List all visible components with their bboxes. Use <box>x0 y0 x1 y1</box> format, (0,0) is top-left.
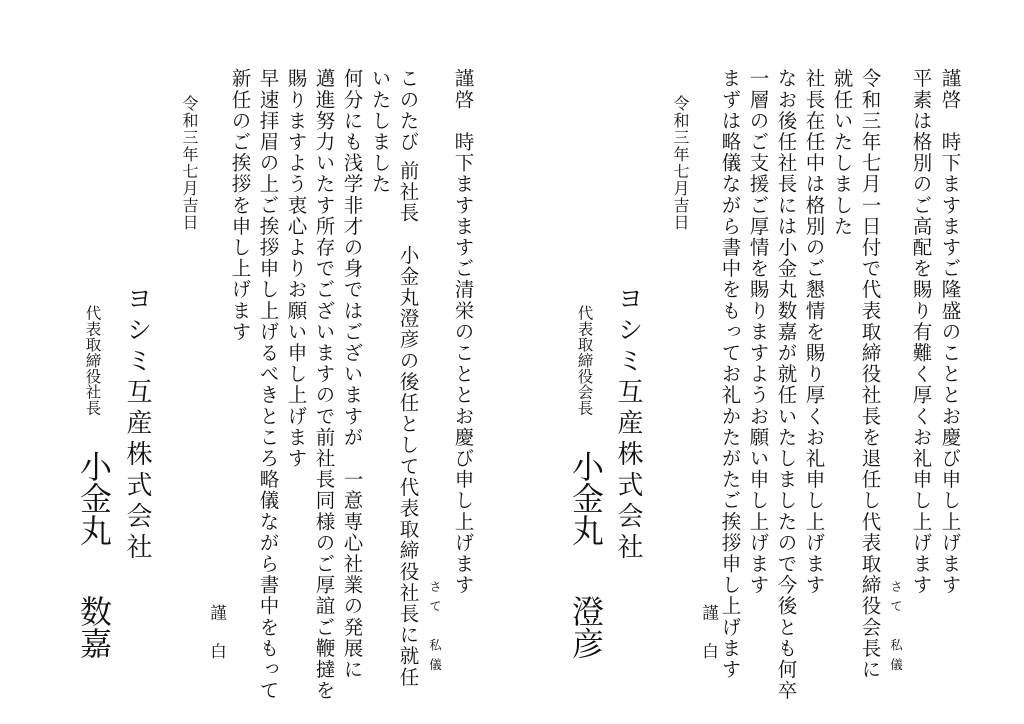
letter-line: 令和三年七月一日付で代表取締役社長を退任し代表取締役会長に <box>858 68 882 680</box>
letter-line: 謹啓 時下ますますご隆盛のこととお慶び申し上げます <box>938 68 962 596</box>
letter-line: 社長在任中は格別のご懇情を賜り厚くお礼申し上げます <box>802 68 826 596</box>
company-name: ヨシミ互産株式会社 <box>613 285 643 564</box>
signer-given-name: 澄彦 <box>567 595 605 659</box>
letter-line: いたしました <box>368 68 392 195</box>
letter-note: さて 私儀 <box>427 580 443 678</box>
letter-date: 令和三年七月吉日 <box>180 95 199 231</box>
letter-line: 早速拝眉の上ご挨拶申し上げるべきところ略儀ながら書中をもって <box>256 68 280 701</box>
letter-line: 一層のご支援ご厚情を賜りますようお願い申し上げます <box>746 68 770 596</box>
signer-family-name: 小金丸 <box>567 450 605 546</box>
letter-line: まずは略儀ながら書中をもってお礼かたがたご挨拶申し上げます <box>718 68 742 680</box>
signer-family-name: 小金丸 <box>75 450 113 546</box>
company-name: ヨシミ互産株式会社 <box>122 285 152 564</box>
letter-date: 令和三年七月吉日 <box>671 95 690 231</box>
letter-line: なお後任社長には小金丸数嘉が就任いたしましたので今後とも何卒 <box>774 68 798 701</box>
letter-line: 何分にも浅学非才の身ではございますが 一意専心社業の発展に <box>340 68 364 680</box>
letter-line: 賜りますよう衷心よりお願い申し上げます <box>284 68 308 469</box>
letter-line: このたび 前社長 小金丸澄彦の後任として代表取締役社長に就任 <box>396 68 420 688</box>
signer-title: 代表取締役会長 <box>575 305 594 416</box>
signer-given-name: 数嘉 <box>75 595 113 659</box>
letter-line: 平素は格別のご高配を賜り有難く厚くお礼申し上げます <box>909 68 933 596</box>
letter-line: 新任のご挨拶を申し上げます <box>228 68 252 343</box>
signer-title: 代表取締役社長 <box>83 305 102 416</box>
letter-note: さて 私儀 <box>888 580 904 678</box>
letter-line: 邁進努力いたす所存でございますので前社長同様のご厚誼ご鞭撻を <box>312 68 336 701</box>
closing-kinpaku: 謹白 <box>699 604 719 681</box>
letter-line: 就任いたしました <box>830 68 854 237</box>
closing-kinpaku: 謹白 <box>207 604 227 681</box>
letter-line: 謹啓 時下ますますご清栄のこととお慶び申し上げます <box>451 68 475 596</box>
